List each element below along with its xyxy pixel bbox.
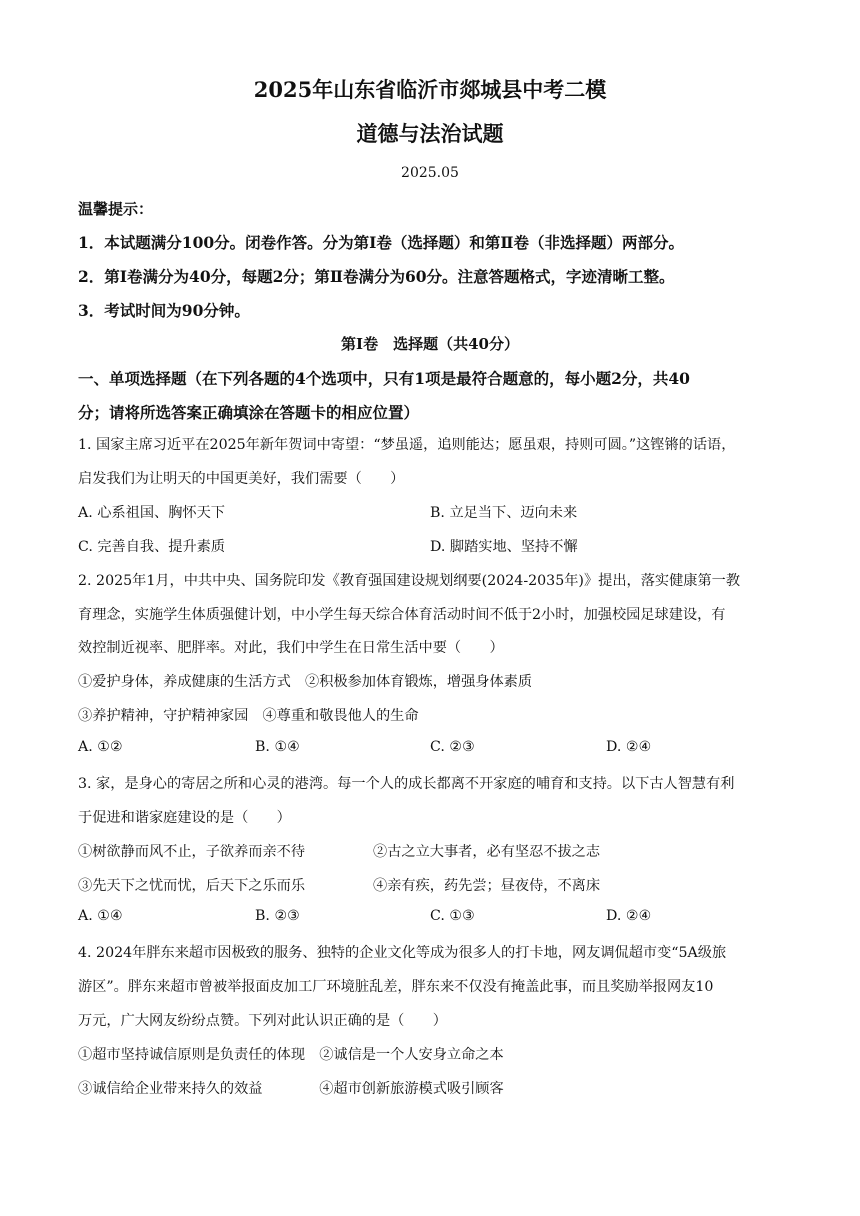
question-stem: 1. 国家主席习近平在2025年新年贺词中寄望：“梦虽遥，追则能达；愿虽艰，持则可圆。”这铿锵的话语， [78,437,736,453]
question-stem: 2. 2025年1月，中共中央、国务院印发《教育强国建设规划纲要(2024-2035年)》提出，落实健康第一教 [78,573,741,589]
question-statement: ②古之立大事者，必有坚忍不拔之志 [373,844,601,860]
question-statement: ④亲有疾，药先尝；昼夜侍，不离床 [373,878,601,894]
option-a: A. ①② [78,739,123,755]
question-statement: ③诚信给企业带来持久的效益 ④超市创新旅游模式吸引顾客 [78,1081,504,1097]
question-stem: 育理念，实施学生体质强健计划，中小学生每天综合体育活动时间不低于2小时，加强校园足球建设，有 [78,607,726,623]
question-statement: ①超市坚持诚信原则是负责任的体现 ②诚信是一个人安身立命之本 [78,1047,504,1063]
question-stem: 启发我们为让明天的中国更美好，我们需要（ ） [78,471,405,487]
option-b: B. ②③ [255,908,300,924]
option-b: B. 立足当下、迈向未来 [430,505,578,521]
section-title: 第Ⅰ卷 选择题（共40分） [341,335,519,353]
tip-item: 2．第Ⅰ卷满分为40分，每题2分；第Ⅱ卷满分为60分。注意答题格式，字迹清晰工整。 [78,267,675,286]
page-subtitle: 道德与法治试题 [356,121,504,146]
section-instruction: 分；请将所选答案正确填涂在答题卡的相应位置） [78,403,420,422]
option-d: D. ②④ [606,739,652,755]
option-d: D. ②④ [606,908,652,924]
page-title: 2025年山东省临沂市郯城县中考二模 [253,77,607,102]
option-c: C. ②③ [430,739,475,755]
option-a: A. 心系祖国、胸怀天下 [78,505,225,521]
question-stem: 万元，广大网友纷纷点赞。下列对此认识正确的是（ ） [78,1013,447,1029]
question-statement: ③先天下之忧而忧，后天下之乐而乐 [78,878,306,894]
question-stem: 4. 2024年胖东来超市因极致的服务、独特的企业文化等成为很多人的打卡地，网友调侃超市变“5A级旅 [78,945,727,961]
question-statement: ①树欲静而风不止，子欲养而亲不待 [78,844,306,860]
question-statement: ①爱护身体，养成健康的生活方式 ②积极参加体育锻炼，增强身体素质 [78,674,533,690]
option-c: C. ①③ [430,908,475,924]
question-stem: 3. 家，是身心的寄居之所和心灵的港湾。每一个人的成长都离不开家庭的哺育和支持。以下古人智慧有利 [78,776,735,792]
question-statement: ③养护精神，守护精神家园 ④尊重和敬畏他人的生命 [78,708,419,724]
option-b: B. ①④ [255,739,300,755]
option-d: D. 脚踏实地、坚持不懈 [430,539,578,555]
question-stem: 效控制近视率、肥胖率。对此，我们中学生在日常生活中要（ ） [78,640,504,656]
section-instruction: 一、单项选择题（在下列各题的4个选项中，只有1项是最符合题意的，每小题2分，共40 [78,369,690,388]
question-stem: 于促进和谐家庭建设的是（ ） [78,810,291,826]
tip-item: 3．考试时间为90分钟。 [78,301,250,320]
option-c: C. 完善自我、提升素质 [78,539,226,555]
question-stem: 游区”。胖东来超市曾被举报面皮加工厂环境脏乱差，胖东来不仅没有掩盖此事，而且奖励举报网友10 [78,979,714,995]
exam-date: 2025.05 [401,165,459,181]
tips-heading: 温馨提示： [78,200,154,218]
option-a: A. ①④ [78,908,123,924]
tip-item: 1．本试题满分100分。闭卷作答。分为第Ⅰ卷（选择题）和第Ⅱ卷（非选择题）两部分。 [78,233,684,252]
